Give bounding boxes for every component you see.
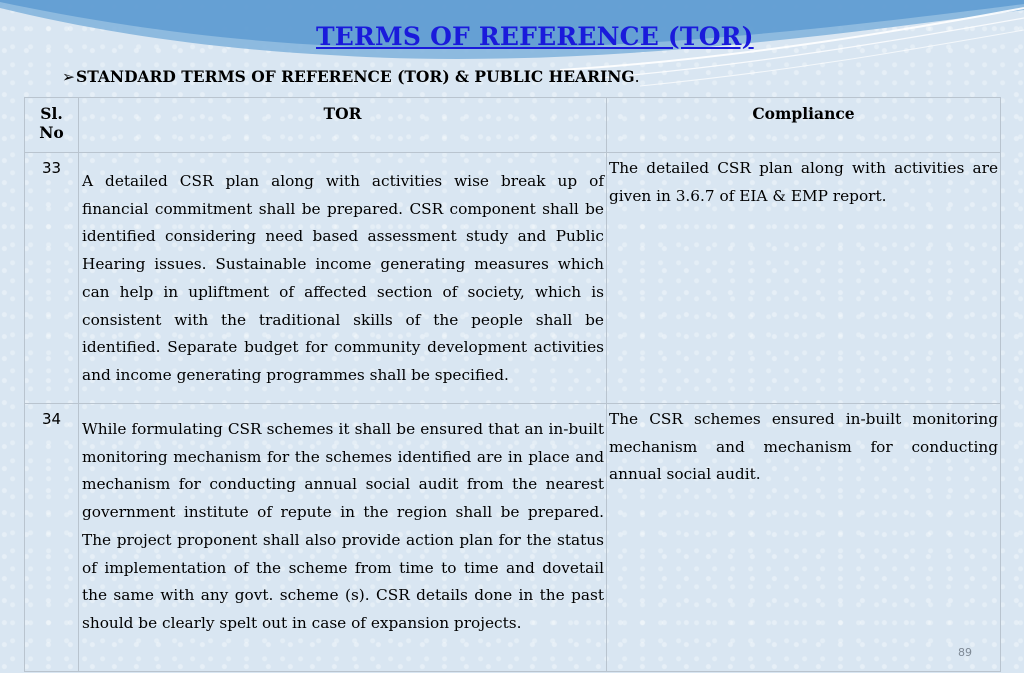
- subtitle-period: .: [634, 68, 640, 86]
- page-title: TERMS OF REFERENCE (TOR): [316, 22, 754, 51]
- column-header-compliance: Compliance: [607, 98, 1001, 153]
- row-sl-number: 34: [25, 404, 79, 672]
- column-header-sl-no: Sl. No: [25, 98, 79, 153]
- row-compliance-text: The detailed CSR plan along with activities are given in 3.6.7 of EIA & EMP report.: [607, 153, 1001, 404]
- table-row: [25, 153, 1001, 404]
- tor-compliance-table: [24, 97, 1001, 672]
- row-sl-number: 33: [25, 153, 79, 404]
- table-row: [25, 404, 1001, 672]
- row-tor-text: While formulating CSR schemes it shall be ensured that an in-built monitoring mechanism for the schemes identified are in place and mechanism for conducting annual social audit from the nearest government institute of repute in the region shall be prepared. The project proponent shall also provide action plan for the status of implementation of the scheme from time to time and dovetail the same with any govt. scheme (s). CSR details done in the past should be clearly spelt out in case of expansion projects.: [79, 404, 607, 672]
- column-header-tor: TOR: [79, 98, 607, 153]
- section-subtitle: [62, 67, 640, 86]
- subtitle-text: STANDARD TERMS OF REFERENCE (TOR) & PUBLIC HEARING: [76, 67, 635, 86]
- row-compliance-text: The CSR schemes ensured in-built monitoring mechanism and mechanism for conducting annual social audit.: [607, 404, 1001, 672]
- table-header-row: [25, 98, 1001, 153]
- arrow-bullet-icon: ➢: [62, 68, 75, 86]
- page-number: 89: [958, 646, 972, 659]
- row-tor-text: A detailed CSR plan along with activities wise break up of financial commitment shall be prepared. CSR component shall be identified considering need based assessment study and Public Hearing issues. Sustainable income generating measures which can help in upliftment of affected section of society, which is consistent with the traditional skills of the people shall be identified. Separate budget for community development activities and income generating programmes shall be specified.: [79, 153, 607, 404]
- header-wave-decoration: [0, 0, 1024, 110]
